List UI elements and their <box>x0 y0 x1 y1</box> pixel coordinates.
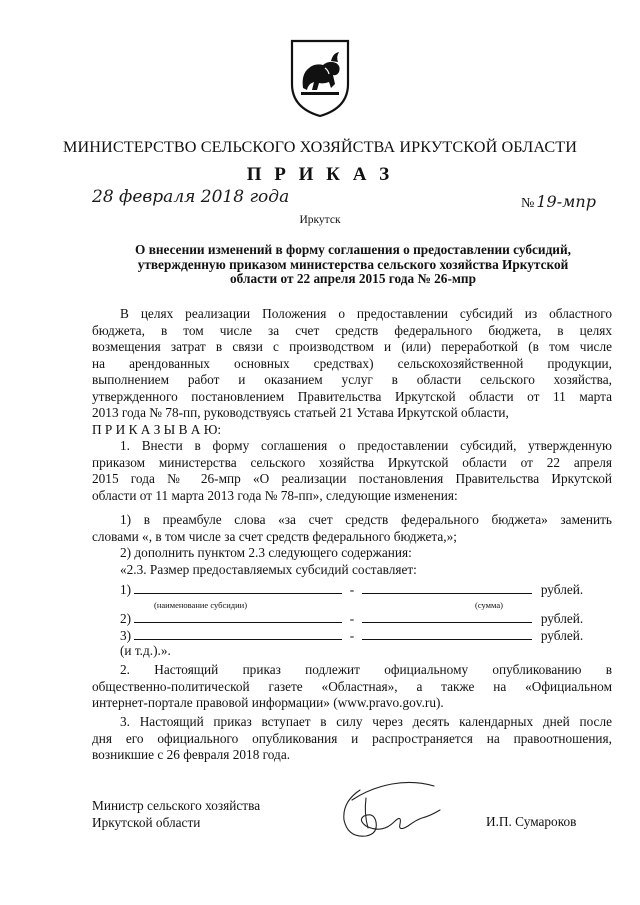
handwritten-date: 28 февраля 2018 года <box>92 187 290 207</box>
preamble-line: В целях реализации Положения о предоставлении субсидий из областного <box>120 306 612 321</box>
subitem-1-line: 1) в преамбуле слова «за счет средств федерального бюджета» заменить <box>120 512 612 527</box>
item-3 <box>92 714 612 764</box>
item-1 <box>92 438 612 504</box>
preamble-line: выполнением работ и оказанием услуг в области сельского хозяйства, <box>92 372 612 387</box>
quote-start: «2.3. Размер предоставляемых субсидий составляет: <box>120 561 417 577</box>
preamble-line: утвержденного постановлением Правительства Иркутской области от 11 марта <box>92 388 612 404</box>
item-1-line: 1. Внести в форму соглашения о предоставлении субсидий, утвержденную <box>120 438 612 453</box>
subitem-2 <box>92 545 612 578</box>
irkutsk-coat-of-arms-icon <box>289 38 351 118</box>
form-row-1 <box>120 581 640 599</box>
document-title <box>92 243 614 287</box>
sum-blank <box>362 581 532 594</box>
ministry-name: МИНИСТЕРСТВО СЕЛЬСКОГО ХОЗЯЙСТВА ИРКУТСКОЙ ОБЛАСТИ <box>62 138 578 156</box>
handwritten-signature <box>330 778 450 856</box>
sum-blank <box>362 610 532 623</box>
row-dash: - <box>349 611 355 626</box>
item-2-line: интернет-портале правовой информации» (www.pravo.gov.ru). <box>92 695 444 710</box>
handwritten-number: 19-мпр <box>536 192 596 211</box>
order-number <box>521 192 596 212</box>
etc-line: (и т.д.).». <box>120 643 171 658</box>
item-3-line: 3. Настоящий приказ вступает в силу через десять календарных дней после <box>120 714 612 729</box>
subitem-1-line: словами «, в том числе за счет средств федерального бюджета,»; <box>92 528 457 544</box>
item-2-line: 2. Настоящий приказ подлежит официальному опубликованию в <box>120 662 612 677</box>
caption-sum: (сумма) <box>475 600 503 610</box>
row-unit: рублей. <box>540 628 584 643</box>
title-line: области от 22 апреля 2015 года № 26-мпр <box>230 271 476 287</box>
subitem-1 <box>92 512 612 545</box>
form-row-2 <box>120 610 640 628</box>
item-3-line: дня его официального опубликования и распространяется на правоотношения, <box>92 730 612 746</box>
item-2-line: общественно-политической газете «Областная», а также на «Официальном <box>92 678 612 694</box>
name-blank <box>134 610 342 623</box>
subitem-2-line: 2) дополнить пунктом 2.3 следующего содержания: <box>120 545 412 560</box>
position-line: Иркутской области <box>92 814 201 830</box>
item-1-line: области от 11 марта 2013 года № 78-пп», следующие изменения: <box>92 487 458 503</box>
preamble-line: 2013 года № 78-пп, руководствуясь статьей 21 Устава Иркутской области, <box>92 405 509 420</box>
city: Иркутск <box>299 214 341 226</box>
signatory-name: И.П. Сумароков <box>486 814 577 829</box>
item-3-line: возникшие с 26 февраля 2018 года. <box>92 747 291 762</box>
position-line: Министр сельского хозяйства <box>92 798 261 813</box>
row-dash: - <box>349 628 355 643</box>
document-type: П Р И К А З <box>246 164 394 185</box>
number-sign: № <box>521 196 535 211</box>
preamble-line: возмещения затрат в связи с производством и (или) переработкой (в том числе <box>92 339 612 354</box>
name-blank <box>134 581 342 594</box>
name-blank <box>134 627 342 640</box>
caption-name: (наименование субсидии) <box>154 600 248 610</box>
item-1-line: 2015 года № 26-мпр «О реализации постановления Правительства Иркутской <box>92 471 612 486</box>
preamble <box>92 306 612 438</box>
item-1-line: приказом министерства сельского хозяйства Иркутской области от 22 апреля <box>92 454 612 470</box>
sum-blank <box>362 627 532 640</box>
title-line: утвержденную приказом министерства сельского хозяйства Иркутской <box>137 256 569 272</box>
row-number: 1) <box>120 582 132 597</box>
row-number: 2) <box>120 611 132 626</box>
form-row-3 <box>120 627 640 645</box>
preamble-line: бюджета, в том числе за счет средств федерального бюджета, в целях <box>92 322 612 338</box>
item-2 <box>92 662 612 712</box>
row-dash: - <box>349 582 355 597</box>
title-line: О внесении изменений в форму соглашения о предоставлении субсидий, <box>135 242 571 257</box>
order-word: П Р И К А З Ы В А Ю: <box>92 421 222 437</box>
preamble-line: на арендованных основных средствах) сельскохозяйственной продукции, <box>92 355 612 371</box>
row-number: 3) <box>120 628 132 643</box>
row-unit: рублей. <box>540 611 584 626</box>
row-unit: рублей. <box>540 582 584 597</box>
